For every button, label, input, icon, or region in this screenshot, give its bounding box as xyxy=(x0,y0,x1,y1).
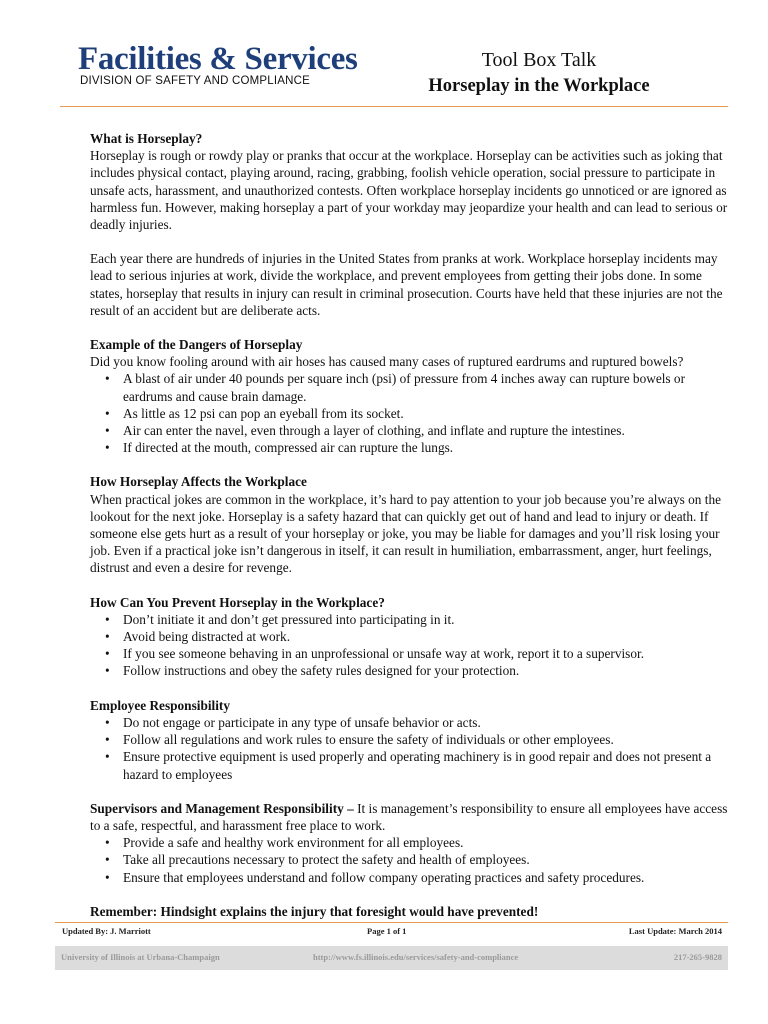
page-header xyxy=(0,0,768,112)
section-heading: Example of the Dangers of Horseplay xyxy=(90,337,303,353)
bullet-list xyxy=(90,611,730,680)
section-supervisors-responsibility xyxy=(90,800,730,886)
header-divider xyxy=(60,106,728,107)
list-item: • If you see someone behaving in an unprofessional or unsafe way at work, report it to a supervisor. xyxy=(90,645,730,662)
paragraph: When practical jokes are common in the workplace, it’s hard to pay attention to your job because you’re always on the lookout for the next joke. Horseplay is a safety hazard that can quickly get out of hand and lead to injury or death. If someone else gets hurt as a result of your horseplay or joke, you may be liable for damages and you’ll risk losing your job. Even if a practical joke isn’t dangerous in itself, it can result in humiliation, embarrassment, anger, hurt feelings, distrust and even a desire for revenge. xyxy=(90,491,722,576)
division-name: DIVISION OF SAFETY AND COMPLIANCE xyxy=(80,75,311,87)
list-item: • Ensure that employees understand and follow company operating practices and safety procedures. xyxy=(90,869,730,886)
list-item: • Provide a safe and healthy work environment for all employees. xyxy=(90,834,730,851)
list-item: • Avoid being distracted at work. xyxy=(90,628,730,645)
footer-divider xyxy=(55,922,728,923)
remember-statement: Remember: Hindsight explains the injury that foresight would have prevented! xyxy=(90,903,539,919)
paragraph: Horseplay is rough or rowdy play or pranks that occur at the workplace. Horseplay can be activities such as joking that includes physical contact, playing around, racing, grabbing, foolish vehicle operation, social pressure to participate in unsafe acts, harassment, and unauthorized contests. Often workplace horseplay incidents go unnoticed or are ignored as harmless fun. However, making horseplay a part of your workday may jeopardize your health and can lead to serious or deadly injuries. xyxy=(90,148,728,233)
list-item: • Ensure protective equipment is used properly and operating machinery is in good repair and does not present a hazard to employees xyxy=(90,748,730,782)
paragraph: Did you know fooling around with air hoses has caused many cases of ruptured eardrums and ruptured bowels? xyxy=(90,354,684,370)
bullet-list xyxy=(90,370,730,456)
footer-meta xyxy=(62,926,722,940)
paragraph xyxy=(90,800,730,834)
paragraph: Each year there are hundreds of injuries in the United States from pranks at work. Workplace horseplay incidents may lead to serious injuries at work, divide the workplace, and prevent employees from getting their jobs done. In some states, horseplay that results in injury can result in criminal prosecution. Courts have held that these injuries are not the result of an accident but are deliberate acts. xyxy=(90,251,723,318)
list-item: • Don’t initiate it and don’t get pressured into participating in it. xyxy=(90,611,730,628)
section-heading: What is Horseplay? xyxy=(90,131,203,146)
page-number: Page 1 of 1 xyxy=(367,926,407,936)
paragraph-text: It is management’s responsibility to ensure all employees have access to a safe, respectful, and harassment free place to work. xyxy=(90,800,728,833)
list-item: • If directed at the mouth, compressed air can rupture the lungs. xyxy=(90,439,730,456)
section-heading: How Horseplay Affects the Workplace xyxy=(90,474,307,490)
list-item: • Follow instructions and obey the safety rules designed for your protection. xyxy=(90,662,730,679)
footer-url: http://www.fs.illinois.edu/services/safety-and-compliance xyxy=(313,952,519,962)
document-subtitle: Horseplay in the Workplace xyxy=(428,76,650,96)
updated-by: Updated By: J. Marriott xyxy=(62,926,151,936)
list-item: • Air can enter the navel, even through a layer of clothing, and inflate and rupture the intestines. xyxy=(90,422,730,439)
section-employee-responsibility xyxy=(90,697,730,783)
university-name: University of Illinois at Urbana-Champaign xyxy=(61,952,220,962)
document-title: Tool Box Talk xyxy=(481,49,597,71)
bullet-list xyxy=(90,834,730,886)
org-logo-text: Facilities & Services xyxy=(78,41,358,77)
list-item: • Follow all regulations and work rules to ensure the safety of individuals or other employees. xyxy=(90,731,730,748)
last-update: Last Update: March 2014 xyxy=(628,926,722,936)
section-heading: Employee Responsibility xyxy=(90,697,231,713)
bullet-list xyxy=(90,714,730,783)
footer-phone: 217-265-9828 xyxy=(673,952,722,962)
section-what-is-horseplay xyxy=(90,130,730,319)
list-item: • As little as 12 psi can pop an eyeball from its socket. xyxy=(90,405,730,422)
list-item: • Do not engage or participate in any type of unsafe behavior or acts. xyxy=(90,714,730,731)
section-affects xyxy=(90,473,730,576)
document-body xyxy=(90,130,730,920)
list-item: • Take all precautions necessary to protect the safety and health of employees. xyxy=(90,851,730,868)
section-heading: Supervisors and Management Responsibility – xyxy=(90,800,354,816)
section-heading: How Can You Prevent Horseplay in the Workplace? xyxy=(90,594,385,610)
footer-band xyxy=(55,946,728,970)
section-prevent xyxy=(90,594,730,680)
list-item: • A blast of air under 40 pounds per square inch (psi) of pressure from 4 inches away can rupture bowels or eardrums and cause brain damage. xyxy=(90,370,730,404)
section-dangers xyxy=(90,336,730,456)
